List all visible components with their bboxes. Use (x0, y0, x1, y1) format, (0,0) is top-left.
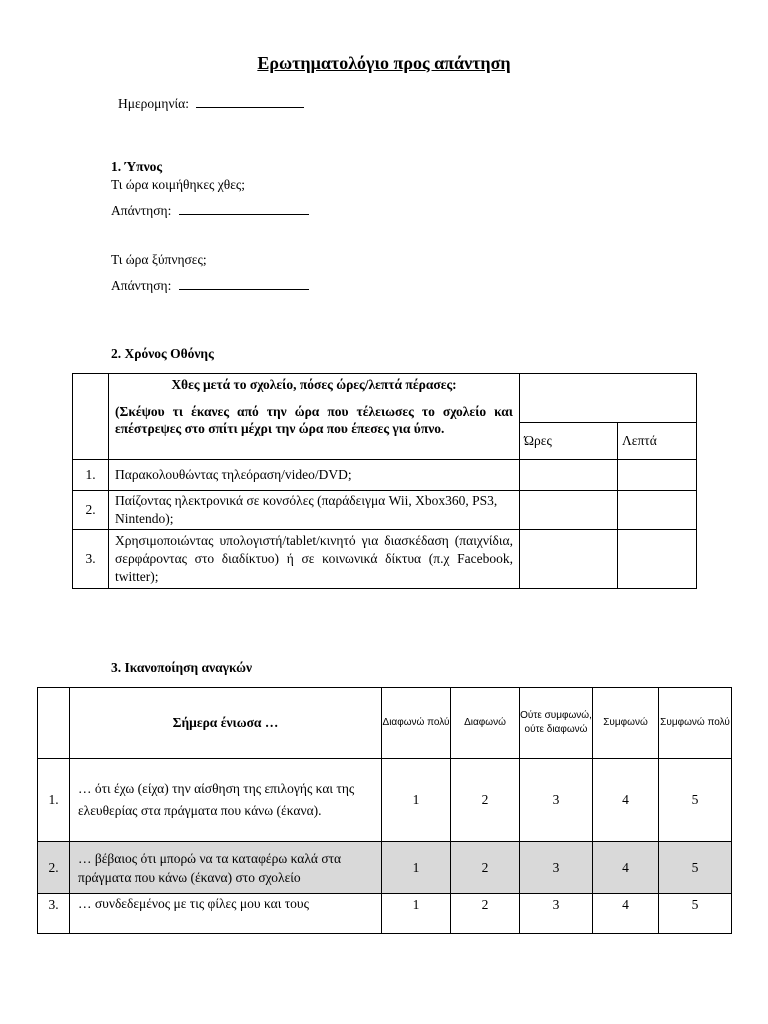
rating-option[interactable]: 1 (382, 759, 451, 842)
row-number: 3. (73, 530, 109, 589)
table-row (38, 894, 732, 934)
row-text: Παίζοντας ηλεκτρονικά σε κονσόλες (παράδειγμα Wii, Xbox360, PS3, Nintendo); (109, 491, 520, 530)
page-title: Ερωτηματολόγιο προς απάντηση (257, 53, 511, 73)
col-hours-header: Ώρες (520, 423, 618, 460)
hours-input[interactable] (520, 460, 618, 491)
rating-option[interactable]: 5 (659, 759, 732, 842)
rating-option[interactable]: 2 (451, 842, 520, 894)
row-text: … συνδεδεμένος με τις φίλες μου και τους (70, 894, 382, 934)
rating-option[interactable]: 5 (659, 894, 732, 934)
hours-input[interactable] (520, 491, 618, 530)
needs-satisfaction-table (37, 687, 732, 934)
answer-label: Απάντηση: (111, 203, 172, 218)
row-text: … ότι έχω (είχα) την αίσθηση της επιλογής και της ελευθερίας στα πράγματα που κάνω (έκανα). (70, 759, 382, 842)
sleep-question-bedtime: Τι ώρα κοιμήθηκες χθες; (111, 177, 245, 192)
minutes-input[interactable] (618, 460, 697, 491)
row-text: Παρακολουθώντας τηλεόραση/video/DVD; (109, 460, 520, 491)
col-neutral: Ούτε συμφωνώ, ούτε διαφωνώ (520, 688, 593, 759)
table-row (73, 491, 697, 530)
rating-option[interactable]: 2 (451, 759, 520, 842)
row-text: Χρησιμοποιώντας υπολογιστή/tablet/κινητό για διασκέδαση (παιχνίδια, σερφάροντας στο διαδίκτυο) ή σε κοινωνικά δίκτυα (π.χ Facebook, twitter); (109, 530, 520, 589)
answer-field-wakeup[interactable] (179, 277, 309, 290)
table-row (73, 460, 697, 491)
row-number: 2. (73, 491, 109, 530)
date-field[interactable] (196, 95, 304, 108)
time-header-cell (520, 374, 697, 423)
answer-line-wakeup (111, 277, 309, 294)
row-number: 1. (73, 460, 109, 491)
rating-option[interactable]: 4 (593, 894, 659, 934)
rating-option[interactable]: 2 (451, 894, 520, 934)
minutes-input[interactable] (618, 491, 697, 530)
rating-option[interactable]: 3 (520, 842, 593, 894)
date-line (118, 95, 304, 112)
minutes-input[interactable] (618, 530, 697, 589)
col-disagree: Διαφωνώ (451, 688, 520, 759)
answer-line-bedtime (111, 202, 309, 219)
rating-option[interactable]: 1 (382, 842, 451, 894)
col-agree: Συμφωνώ (593, 688, 659, 759)
table-row (38, 842, 732, 894)
table-row (73, 530, 697, 589)
col-minutes-header: Λεπτά (618, 423, 697, 460)
row-number: 2. (38, 842, 70, 894)
answer-field-bedtime[interactable] (179, 202, 309, 215)
sleep-question-wakeup: Τι ώρα ξύπνησες; (111, 252, 207, 267)
rating-option[interactable]: 3 (520, 894, 593, 934)
table-row (38, 759, 732, 842)
table-corner-cell (38, 688, 70, 759)
rating-option[interactable]: 1 (382, 894, 451, 934)
rating-option[interactable]: 4 (593, 842, 659, 894)
needs-header: Σήμερα ένιωσα … (70, 688, 382, 759)
hours-input[interactable] (520, 530, 618, 589)
col-strongly-disagree: Διαφωνώ πολύ (382, 688, 451, 759)
screen-time-header (109, 374, 520, 460)
rating-option[interactable]: 3 (520, 759, 593, 842)
table-corner-cell (73, 374, 109, 460)
col-strongly-agree: Συμφωνώ πολύ (659, 688, 732, 759)
section2-heading: 2. Χρόνος Οθόνης (111, 346, 214, 361)
answer-label: Απάντηση: (111, 278, 172, 293)
screen-time-header-line1: Χθες μετά το σχολείο, πόσες ώρες/λεπτά πέρασες: (171, 377, 457, 392)
rating-option[interactable]: 4 (593, 759, 659, 842)
screen-time-header-line2: (Σκέψου τι έκανες από την ώρα που τέλειωσες το σχολείο και επέστρεψες στο σπίτι μέχρι την ώρα που έπεσες για ύπνο. (115, 404, 513, 436)
section3-heading: 3. Ικανοποίηση αναγκών (111, 660, 252, 675)
rating-option[interactable]: 5 (659, 842, 732, 894)
section1-heading: 1. Ύπνος (111, 159, 163, 174)
row-number: 3. (38, 894, 70, 934)
date-label: Ημερομηνία: (118, 96, 190, 111)
row-text: … βέβαιος ότι μπορώ να τα καταφέρω καλά στα πράγματα που κάνω (έκανα) στο σχολείο (70, 842, 382, 894)
screen-time-table (72, 373, 697, 589)
row-number: 1. (38, 759, 70, 842)
